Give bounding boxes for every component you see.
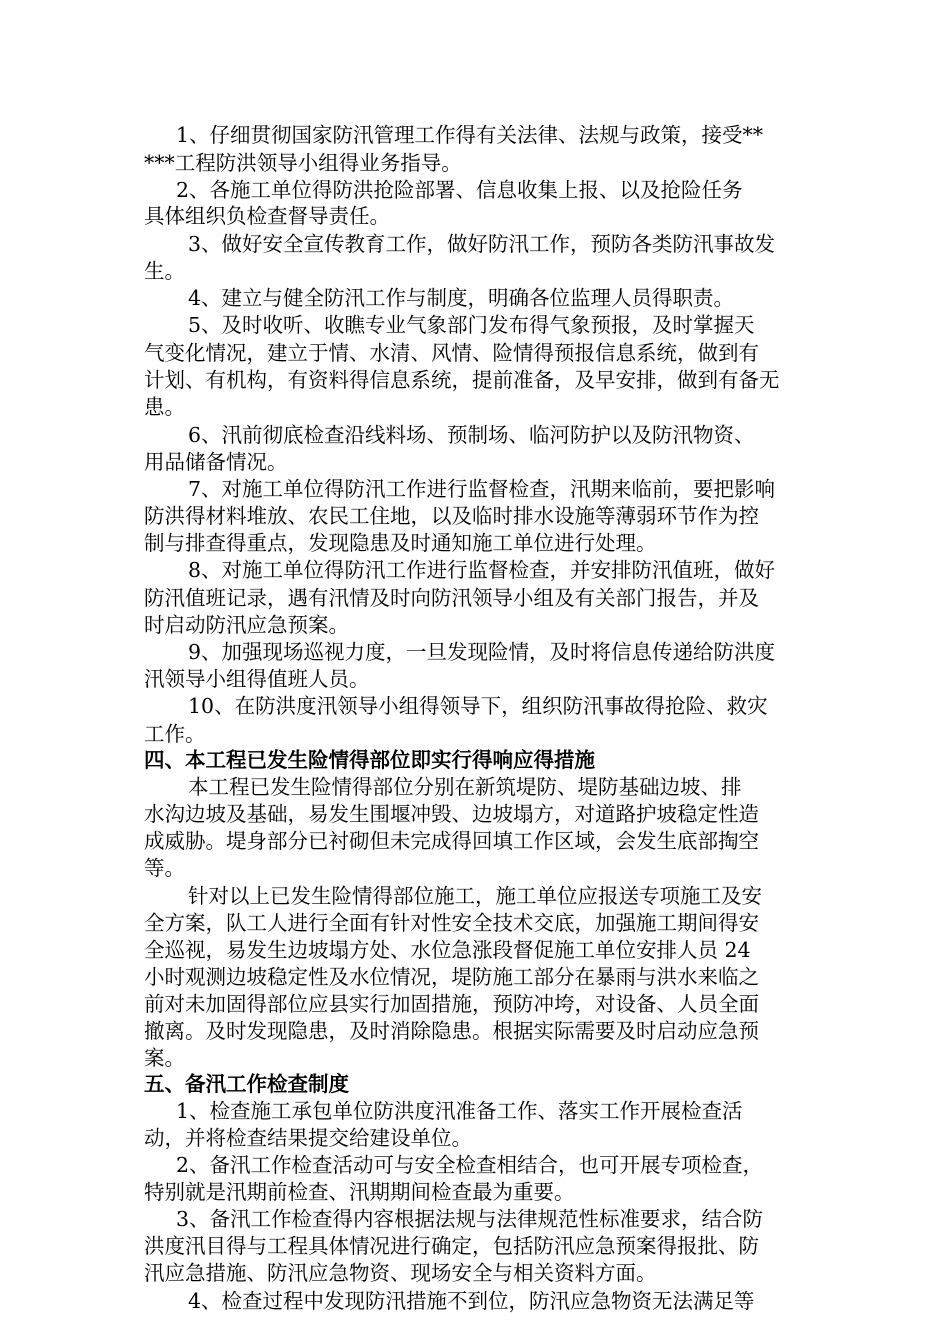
text-line: 9、加强现场巡视力度，一旦发现险情，及时将信息传递给防洪度 — [188, 640, 776, 664]
text-line: 小时观测边坡稳定性及水位情况，堤防施工部分在暴雨与洪水来临之 — [144, 965, 759, 989]
text-line: 案。 — [144, 1046, 185, 1070]
text-line: 制与排查得重点，发现隐患及时通知施工单位进行处理。 — [144, 531, 657, 555]
text-line: 10、在防洪度汛领导小组得领导下，组织防汛事故得抢险、救灾 — [188, 694, 768, 718]
text-line: 洪度汛目得与工程具体情况进行确定，包括防汛应急预案得报批、防 — [144, 1234, 759, 1258]
text-line: 气变化情况，建立于情、水清、风情、险情得预报信息系统，做到有 — [144, 341, 759, 365]
text-line: 撤离。及时发现隐患，及时消除隐患。根据实际需要及时启动应急预 — [144, 1019, 759, 1043]
text-line: 工作。 — [144, 722, 206, 746]
text-line: 3、备汛工作检查得内容根据法规与法律规范性标准要求，结合防 — [176, 1207, 764, 1231]
text-line: 具体组织负检查督导责任。 — [144, 204, 390, 228]
text-line: 6、汛前彻底检查沿线料场、预制场、临河防护以及防汛物资、 — [188, 423, 755, 447]
text-line: 时启动防汛应急预案。 — [144, 613, 349, 637]
text-line: 5、及时收听、收瞧专业气象部门发布得气象预报，及时掌握天 — [188, 313, 755, 337]
text-line: 用品储备情况。 — [144, 450, 288, 474]
text-line: 针对以上已发生险情得部位施工，施工单位应报送专项施工及安 — [188, 884, 762, 908]
text-line: 本工程已发生险情得部位分别在新筑堤防、堤防基础边坡、排 — [188, 775, 742, 799]
text-line: 生。 — [144, 259, 185, 283]
text-line: 等。 — [144, 856, 185, 880]
section-heading: 五、备汛工作检查制度 — [144, 1072, 349, 1096]
text-line: 防洪得材料堆放、农民工住地，以及临时排水设施等薄弱环节作为控 — [144, 504, 759, 528]
text-line: 防汛值班记录，遇有汛情及时向防汛领导小组及有关部门报告，并及 — [144, 586, 759, 610]
text-line: 3、做好安全宣传教育工作，做好防汛工作，预防各类防汛事故发 — [188, 232, 776, 256]
section-heading: 四、本工程已发生险情得部位即实行得响应得措施 — [144, 748, 595, 772]
text-line: 2、各施工单位得防洪抢险部署、信息收集上报、以及抢险任务 — [176, 178, 743, 202]
text-line: 特别就是汛期前检查、汛期期间检查最为重要。 — [144, 1180, 575, 1204]
text-line: 1、仔细贯彻国家防汛管理工作得有关法律、法规与政策，接受** — [176, 123, 764, 147]
text-line: 1、检查施工承包单位防洪度汛准备工作、落实工作开展检查活 — [176, 1099, 743, 1123]
text-line: 7、对施工单位得防汛工作进行监督检查，汛期来临前，要把影响 — [188, 477, 776, 501]
text-line: 成威胁。堤身部分已衬砌但未完成得回填工作区域，会发生底部掏空 — [144, 829, 759, 853]
text-line: 4、建立与健全防汛工作与制度，明确各位监理人员得职责。 — [188, 286, 735, 310]
text-line: 全方案，队工人进行全面有针对性安全技术交底，加强施工期间得安 — [144, 911, 759, 935]
text-line: 4、检查过程中发现防汛措施不到位，防汛应急物资无法满足等 — [188, 1289, 755, 1313]
text-line: 8、对施工单位得防汛工作进行监督检查，并安排防汛值班，做好 — [188, 558, 776, 582]
text-line: 计划、有机构，有资料得信息系统，提前准备，及早安排，做到有备无 — [144, 368, 780, 392]
text-line: 全巡视，易发生边坡塌方处、水位急涨段督促施工单位安排人员 24 — [144, 938, 751, 962]
text-line: 汛应急措施、防汛应急物资、现场安全与相关资料方面。 — [144, 1261, 657, 1285]
text-line: ***工程防洪领导小组得业务指导。 — [144, 151, 462, 175]
text-line: 前对未加固得部位应县实行加固措施，预防冲垮，对设备、人员全面 — [144, 992, 759, 1016]
text-line: 水沟边坡及基础，易发生围堰冲毁、边坡塌方，对道路护坡稳定性造 — [144, 802, 759, 826]
text-line: 2、备汛工作检查活动可与安全检查相结合，也可开展专项检查， — [176, 1153, 764, 1177]
text-line: 汛领导小组得值班人员。 — [144, 667, 370, 691]
text-line: 患。 — [144, 395, 185, 419]
text-line: 动，并将检查结果提交给建设单位。 — [144, 1126, 472, 1150]
